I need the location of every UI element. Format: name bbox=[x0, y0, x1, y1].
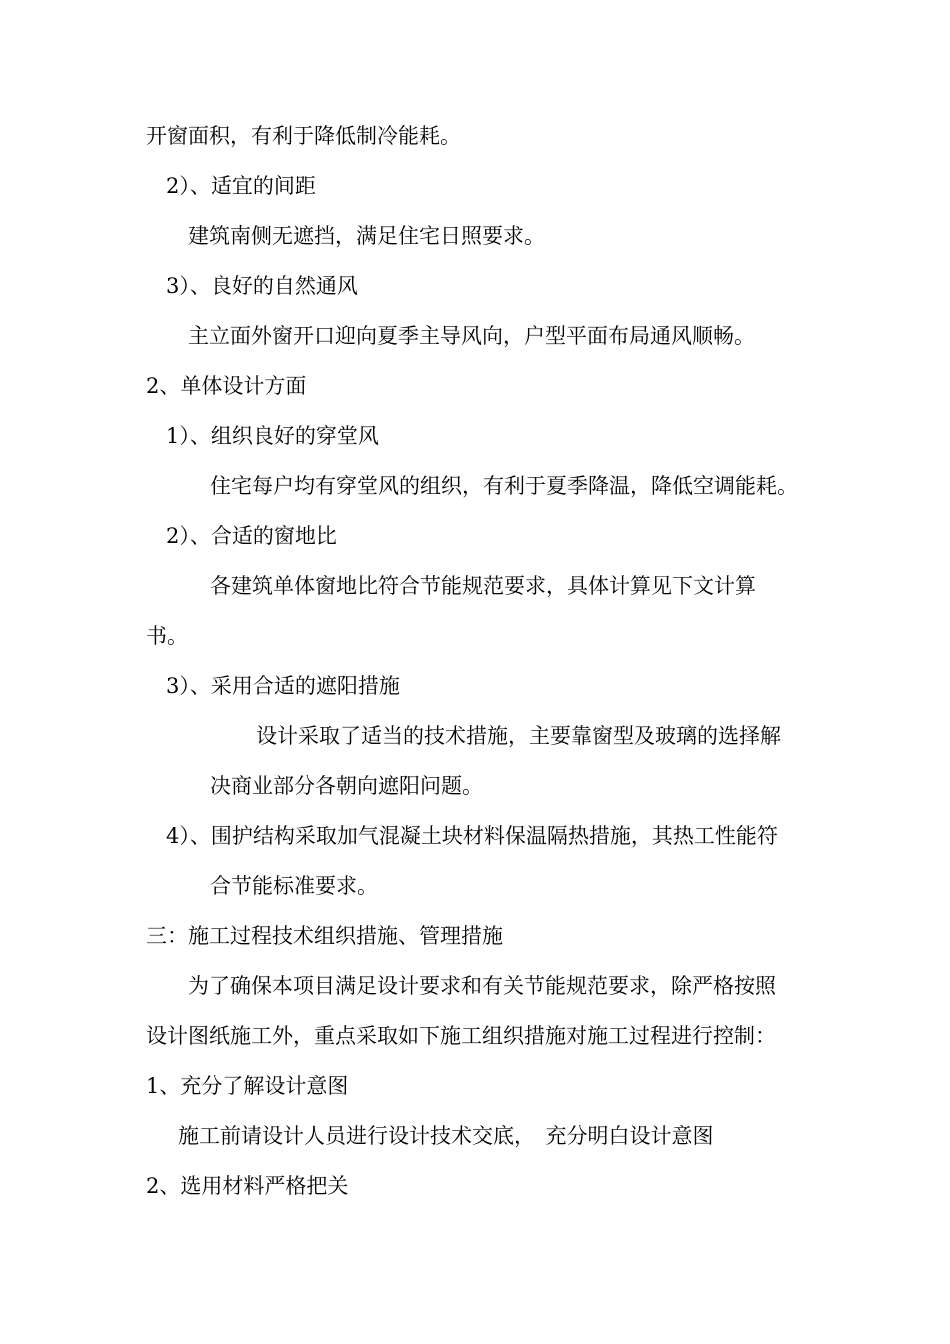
paragraph-cross-ventilation: 住宅每户均有穿堂风的组织，有利于夏季降温，降低空调能耗。 bbox=[210, 474, 798, 498]
heading-unit-design: 2、单体设计方面 bbox=[146, 374, 307, 398]
paragraph-continuation: 开窗面积，有利于降低制冷能耗。 bbox=[146, 124, 461, 148]
subheading-ventilation: 3）、良好的自然通风 bbox=[166, 274, 358, 298]
subheading-spacing: 2）、适宜的间距 bbox=[166, 174, 316, 198]
paragraph-construction-intro-end: 设计图纸施工外，重点采取如下施工组织措施对施工过程进行控制： bbox=[146, 1024, 776, 1048]
paragraph-shading-end: 决商业部分各朝向遮阳问题。 bbox=[210, 774, 483, 798]
heading-material-control: 2、选用材料严格把关 bbox=[146, 1174, 349, 1198]
paragraph-ventilation: 主立面外窗开口迎向夏季主导风向，户型平面布局通风顺畅。 bbox=[188, 324, 755, 348]
subheading-envelope: 4）、围护结构采取加气混凝土块材料保温隔热措施，其热工性能符 bbox=[166, 824, 778, 848]
paragraph-design-intent: 施工前请设计人员进行设计技术交底， 充分明白设计意图 bbox=[178, 1124, 714, 1148]
subheading-cross-ventilation: 1）、组织良好的穿堂风 bbox=[166, 424, 379, 448]
heading-construction-measures: 三：施工过程技术组织措施、管理措施 bbox=[146, 924, 503, 948]
paragraph-window-floor-ratio-end: 书。 bbox=[146, 624, 188, 648]
subheading-envelope-end: 合节能标准要求。 bbox=[210, 874, 378, 898]
paragraph-window-floor-ratio: 各建筑单体窗地比符合节能规范要求，具体计算见下文计算 bbox=[210, 574, 756, 598]
heading-design-intent: 1、充分了解设计意图 bbox=[146, 1074, 349, 1098]
paragraph-spacing: 建筑南侧无遮挡，满足住宅日照要求。 bbox=[188, 224, 545, 248]
subheading-shading: 3）、采用合适的遮阳措施 bbox=[166, 674, 400, 698]
paragraph-shading: 设计采取了适当的技术措施，主要靠窗型及玻璃的选择解 bbox=[256, 724, 781, 748]
subheading-window-floor-ratio: 2）、合适的窗地比 bbox=[166, 524, 337, 548]
paragraph-construction-intro: 为了确保本项目满足设计要求和有关节能规范要求，除严格按照 bbox=[188, 974, 776, 998]
